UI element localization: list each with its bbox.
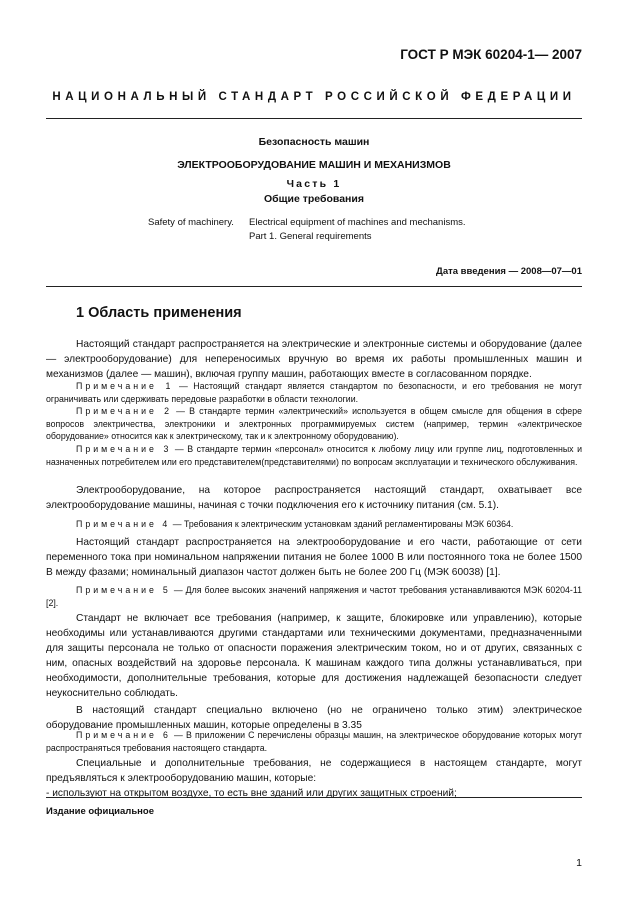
note-3 [46,443,582,468]
note-2 [46,405,582,443]
paragraph-exclusions: Стандарт не включает все требования (например, к защите, блокировке или управлению), которые необходимы или устанавливаются другими стандартами или техническими документами, предназначенными для защиты персонала не только от опасности поражения электрическим током, но и от других, связанных с ним, опасных воздействий на здоровье персонала. К машинам каждого типа должны устанавливаться, при необходимости, дополнительные требования, которые для достижения надлежащей безопасности следует неукоснительно соблюдать. [46,613,582,699]
note-1 [46,380,582,405]
title-part: Часть 1 [286,178,342,190]
note-2-label: Примечание 2 [76,406,172,416]
note-4-label: Примечание 4 [76,519,171,529]
note-3-label: Примечание 3 [76,444,172,454]
note-6-text: — В приложении С перечислены образцы машин, на электрическое оборудование которых могут распространяться требования настоящего стандарта. [46,730,582,753]
note-2-text: — В стандарте термин «электрический» используется в общем смысле для общения в сфере вопросов электричества, электроники и электронных программируемых систем (например, термин «электрическое оборудование» относится как к электрическому, так и к электронному оборудованию). [46,406,582,442]
national-standard-heading: НАЦИОНАЛЬНЫЙ СТАНДАРТ РОССИЙСКОЙ ФЕДЕРАЦИИ [52,91,576,103]
standard-number: ГОСТ Р МЭК 60204-1— 2007 [400,47,582,62]
title-electrical-equipment: ЭЛЕКТРООБОРУДОВАНИЕ МАШИН И МЕХАНИЗМОВ [177,159,451,171]
title-safety: Безопасность машин [258,136,370,148]
paragraph-special-requirements [46,756,582,801]
paragraph-coverage: Электрооборудование, на которое распространяется настоящий стандарт, охватывает все электрооборудование машины, начиная с точки подключения его к источнику питания (см. 5.1). [46,485,582,511]
note-4 [46,518,582,531]
introduction-date: Дата введения — 2008—07—01 [436,266,582,277]
english-title-line-2: Part 1. General requirements [249,231,372,242]
date-divider [46,286,582,287]
special-requirements-item: - используют на открытом воздухе, то есть вне зданий или других защитных строений; [46,788,457,799]
note-6-label: Примечание 6 [76,730,171,740]
note-5-text: — Для более высоких значений напряжения и частот требования устанавливаются МЭК 60204-11 [2]. [46,585,582,608]
note-6 [46,729,582,754]
title-general-requirements: Общие требования [264,193,364,205]
english-title-line-1: Electrical equipment of machines and mechanisms. [249,217,466,228]
footer-divider [46,797,582,798]
paragraph-scope: Настоящий стандарт распространяется на электрические и электронные системы и оборудование (далее — электрооборудование) для непереносимых вручную во время их работы промышленных машин и механизмов (далее — машин), включая группу машин, работающих вместе в согласованном порядке. [46,339,582,380]
note-3-text: — В стандарте термин «персонал» относится к любому лицу или группе лиц, подготовленных и назначенных потребителем или его представителем(представителями) по вопросам эксплуатации и технического обслуживания. [46,444,582,467]
english-title-right [249,216,466,244]
note-1-text: — Настоящий стандарт является стандартом по безопасности, и его требования не могут ограничивать или сдерживать передовые разработки в области технологии. [46,381,582,404]
paragraph-included: В настоящий стандарт специально включено (но не ограничено только этим) электрическое оборудование промышленных машин, которые определены в 3.35 [46,705,582,731]
note-5-label: Примечание 5 [76,585,171,595]
section-title: 1 Область применения [76,305,242,321]
page-number: 1 [576,857,582,869]
edition-label: Издание официальное [46,806,154,817]
note-5 [46,584,582,609]
note-4-text: — Требования к электрическим установкам зданий регламентированы МЭК 60364. [170,519,514,529]
note-1-label: Примечание 1 [76,381,174,391]
english-title-left: Safety of machinery. [148,217,234,228]
special-requirements-text: Специальные и дополнительные требования, не содержащиеся в настоящем стандарте, могут предъявляться к электрооборудованию машин, которые: [46,758,582,784]
header-divider [46,118,582,119]
paragraph-voltage: Настоящий стандарт распространяется на электрооборудование и его части, работающие от сети переменного тока при номинальном напряжении питания не более 1000 В или постоянного тока не более 1500 В между фазами; номинальный диапазон частот должен быть не более 200 Гц (МЭК 60038) [1]. [46,537,582,578]
